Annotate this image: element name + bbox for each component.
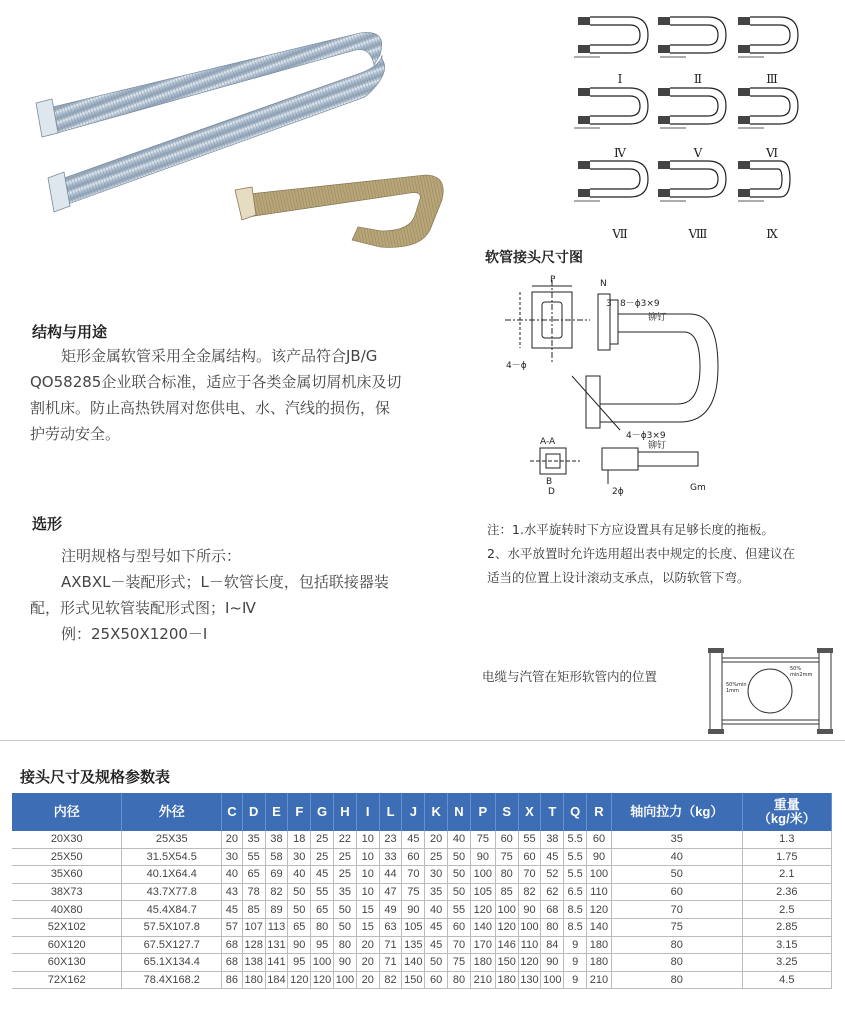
table-cell: 90 [587,848,612,866]
table-cell: 55 [242,848,265,866]
table-cell: 184 [265,971,288,989]
table-cell: 180 [242,971,265,989]
table-cell: 105 [402,918,425,936]
table-cell: 210 [470,971,495,989]
note-line-3: 适当的位置上设计滚动支承点，以防软管下弯。 [487,570,750,585]
table-cell: 25 [425,848,448,866]
table-header-cell: Q [564,793,587,831]
table-cell: 52X102 [12,918,122,936]
section-selection-title: 选形 [32,515,63,533]
table-cell: 105 [470,883,495,901]
table-cell: 45.4X84.7 [122,901,222,919]
table-cell: 35 [242,831,265,848]
table-cell: 60 [402,848,425,866]
label-n: N [600,279,607,289]
table-cell: 40 [425,901,448,919]
table-cell: 140 [402,954,425,972]
selection-line-2: AXBXL－装配形式；L－软管长度，包括联接器装 [61,573,389,591]
table-cell: 71 [379,954,402,972]
table-cell: 110 [518,936,541,954]
table-cell: 120 [495,918,518,936]
table-cell: 100 [518,918,541,936]
table-cell: 15 [356,918,379,936]
table-cell: 68 [541,901,564,919]
table-cell: 84 [541,936,564,954]
label-rivet-top: 铆钉 [648,313,667,323]
table-body [12,831,832,989]
table-cell: 38 [541,831,564,848]
table-cell: 95 [311,936,334,954]
table-cell: 35X60 [12,866,122,884]
form-label-3: Ⅲ [766,72,778,86]
table-cell: 131 [265,936,288,954]
table-cell: 130 [518,971,541,989]
table-cell: 3.25 [742,954,831,972]
table-header-cell: X [518,793,541,831]
form-label-4: Ⅳ [614,146,626,160]
table-cell: 18 [288,831,311,848]
cable-label-a: 50% [790,666,802,672]
figure-caption: 软管接头尺寸图 [485,250,583,266]
table-cell: 2.1 [742,866,831,884]
table-cell: 70 [611,901,742,919]
table-cell: 2.85 [742,918,831,936]
table-cell: 45 [222,901,243,919]
table-cell: 50 [425,954,448,972]
table-header-cell: J [402,793,425,831]
table-cell: 120 [587,901,612,919]
table-cell: 35 [611,831,742,848]
table-cell: 35 [334,883,357,901]
table-header-cell: F [288,793,311,831]
table-cell: 10 [356,866,379,884]
cable-label-b: 50%min [726,682,747,688]
label-b: B [546,477,553,487]
table-cell: 50 [288,901,311,919]
table-header-cell: E [265,793,288,831]
product-photo [30,15,470,250]
form-label-8: Ⅷ [688,227,708,241]
table-cell: 120 [288,971,311,989]
table-cell: 50 [448,883,471,901]
table-cell: 3.15 [742,936,831,954]
table-cell: 55 [448,901,471,919]
table-row [12,954,832,972]
section-structure-body [30,343,450,447]
label-p: P [550,275,556,285]
table-cell: 75 [402,883,425,901]
table-cell: 50 [288,883,311,901]
table-cell: 86 [222,971,243,989]
table-cell: 85 [242,901,265,919]
table-cell: 55 [518,831,541,848]
table-header-cell: C [222,793,243,831]
table-cell: 31.5X54.5 [122,848,222,866]
table-cell: 20 [425,831,448,848]
table-row [12,866,832,884]
table-cell: 9 [564,971,587,989]
table-cell: 25 [311,831,334,848]
table-header-cell: D [242,793,265,831]
table-cell: 210 [587,971,612,989]
note-line-1: 注：1.水平旋转时下方应设置具有足够长度的拖板。 [487,522,774,537]
table-cell: 120 [518,954,541,972]
table-header-cell: 重量 （kg/米） [742,793,831,831]
table-cell: 8.5 [564,918,587,936]
table-cell: 60 [448,918,471,936]
label-3: 3 [606,299,612,309]
table-cell: 80 [448,971,471,989]
table-header-cell: P [470,793,495,831]
table-cell: 38X73 [12,883,122,901]
table-row [12,831,832,848]
table-cell: 60X130 [12,954,122,972]
table-cell: 9 [564,936,587,954]
form-label-9: Ⅸ [766,227,778,241]
table-cell: 2.5 [742,901,831,919]
label-rivet-bottom: 铆钉 [648,441,667,451]
table-cell: 80 [611,954,742,972]
table-cell: 20 [356,971,379,989]
table-cell: 80 [495,866,518,884]
table-cell: 44 [379,866,402,884]
selection-line-3: 配，形式见软管装配形式图；Ⅰ~Ⅳ [30,599,256,617]
table-header-cell: K [425,793,448,831]
table-cell: 4.5 [742,971,831,989]
table-cell: 180 [470,954,495,972]
table-cell: 68 [222,936,243,954]
table-cell: 40 [288,866,311,884]
table-cell: 20 [356,936,379,954]
table-header-cell: L [379,793,402,831]
table-cell: 47 [379,883,402,901]
table-header-cell: R [587,793,612,831]
table-header-cell: 内径 [12,793,122,831]
table-title: 接头尺寸及规格参数表 [20,768,171,786]
table-cell: 110 [587,883,612,901]
table-cell: 52 [541,866,564,884]
table-cell: 80 [611,936,742,954]
table-row [12,936,832,954]
table-cell: 180 [587,936,612,954]
table-cell: 60 [495,831,518,848]
label-4phi: 4－ϕ [506,361,527,371]
label-2phi: 2ϕ [612,487,624,497]
table-cell: 113 [265,918,288,936]
table-header-cell: T [541,793,564,831]
table-cell: 40X80 [12,901,122,919]
table-cell: 9 [564,954,587,972]
table-cell: 45 [311,866,334,884]
section-selection-body [30,543,450,647]
table-cell: 5.5 [564,848,587,866]
table-cell: 60 [611,883,742,901]
table-cell: 38 [265,831,288,848]
table-cell: 72X162 [12,971,122,989]
form-label-5: Ⅴ [693,146,703,160]
table-cell: 75 [611,918,742,936]
table-cell: 138 [242,954,265,972]
table-cell: 23 [379,831,402,848]
table-cell: 100 [311,954,334,972]
table-cell: 141 [265,954,288,972]
table-cell: 170 [470,936,495,954]
table-cell: 120 [470,901,495,919]
table-cell: 20X30 [12,831,122,848]
table-cell: 45 [425,918,448,936]
table-cell: 25 [334,848,357,866]
table-cell: 50 [448,866,471,884]
table-cell: 80 [611,971,742,989]
table-cell: 10 [356,848,379,866]
table-header-cell: I [356,793,379,831]
table-cell: 22 [334,831,357,848]
form-label-1: Ⅰ [617,72,623,86]
table-cell: 120 [311,971,334,989]
table-cell: 25X35 [122,831,222,848]
table-cell: 100 [495,901,518,919]
table-cell: 10 [356,883,379,901]
notes [487,518,837,590]
table-cell: 50 [334,918,357,936]
table-cell: 82 [265,883,288,901]
cable-position-diagram [708,648,833,734]
table-cell: 146 [495,936,518,954]
table-cell: 65.1X134.4 [122,954,222,972]
table-cell: 80 [311,918,334,936]
table-cell: 140 [470,918,495,936]
table-cell: 35 [425,883,448,901]
structure-line-3: 割机床。防止高热铁屑对您供电、水、汽线的损伤，保 [30,399,391,417]
table-cell: 82 [379,971,402,989]
table-cell: 45 [541,848,564,866]
table-cell: 8.5 [564,901,587,919]
table-cell: 82 [518,883,541,901]
table-cell: 49 [379,901,402,919]
table-cell: 80 [334,936,357,954]
note-line-2: 2、水平放置时允许选用超出表中规定的长度、但建议在 [487,546,795,561]
table-cell: 90 [518,901,541,919]
table-cell: 135 [402,936,425,954]
table-cell: 43 [222,883,243,901]
label-d: D [548,487,555,497]
table-cell: 57.5X107.8 [122,918,222,936]
table-cell: 70 [402,866,425,884]
label-aa: A-A [540,437,556,447]
table-cell: 40 [448,831,471,848]
table-header-cell: S [495,793,518,831]
table-cell: 69 [265,866,288,884]
table-cell: 30 [222,848,243,866]
table-header-cell: G [311,793,334,831]
assembly-forms-diagram [560,5,810,245]
table-row [12,901,832,919]
table-cell: 150 [495,954,518,972]
table-cell: 15 [356,901,379,919]
table-cell: 100 [587,866,612,884]
table-cell: 78 [242,883,265,901]
table-cell: 20 [356,954,379,972]
table-cell: 40 [222,866,243,884]
table-cell: 70 [448,936,471,954]
section-structure-title: 结构与用途 [32,323,108,341]
table-row [12,918,832,936]
table-cell: 68 [222,954,243,972]
table-cell: 1.3 [742,831,831,848]
structure-line-4: 护劳动安全。 [30,425,121,443]
form-label-7: Ⅶ [612,227,628,241]
table-row [12,848,832,866]
table-cell: 60 [587,831,612,848]
table-cell: 20 [222,831,243,848]
table-cell: 65 [311,901,334,919]
table-cell: 33 [379,848,402,866]
table-cell: 180 [587,954,612,972]
table-cell: 2.36 [742,883,831,901]
table-cell: 50 [334,901,357,919]
table-cell: 50 [448,848,471,866]
table-cell: 63 [379,918,402,936]
table-cell: 60X120 [12,936,122,954]
cable-position-caption: 电缆与汽管在矩形软管内的位置 [482,669,658,684]
table-header-cell: 外径 [122,793,222,831]
table-header-cell: H [334,793,357,831]
table-cell: 60 [518,848,541,866]
table-cell: 85 [495,883,518,901]
table-row [12,883,832,901]
table-cell: 75 [495,848,518,866]
table-cell: 67.5X127.7 [122,936,222,954]
table-cell: 90 [470,848,495,866]
form-label-6: Ⅵ [765,146,779,160]
table-cell: 89 [265,901,288,919]
selection-line-4: 例：25X50X1200－Ⅰ [61,625,208,643]
table-cell: 78.4X168.2 [122,971,222,989]
table-header-cell: 轴向拉力（kg） [611,793,742,831]
cable-label-a2: min2mm [790,672,813,678]
table-cell: 30 [425,866,448,884]
table-cell: 140 [587,918,612,936]
spec-table [12,793,832,989]
table-cell: 100 [470,866,495,884]
connector-dimension-drawing [490,272,730,502]
table-cell: 55 [311,883,334,901]
table-cell: 58 [265,848,288,866]
table-header-cell: N [448,793,471,831]
section-divider [0,740,845,741]
table-cell: 75 [448,954,471,972]
structure-line-1: 矩形金属软管采用全金属结构。该产品符合JB/G [61,347,378,365]
table-cell: 57 [222,918,243,936]
table-cell: 150 [402,971,425,989]
table-cell: 1.75 [742,848,831,866]
table-cell: 71 [379,936,402,954]
table-cell: 90 [402,901,425,919]
table-cell: 70 [518,866,541,884]
table-cell: 107 [242,918,265,936]
table-cell: 100 [334,971,357,989]
cable-label-b2: 1mm [726,688,739,694]
table-cell: 30 [288,848,311,866]
table-cell: 45 [425,936,448,954]
table-row [12,971,832,989]
table-cell: 128 [242,936,265,954]
table-cell: 5.5 [564,831,587,848]
table-cell: 60 [425,971,448,989]
table-cell: 65 [288,918,311,936]
table-cell: 45 [402,831,425,848]
label-gm: Gm [690,483,706,493]
table-cell: 25X50 [12,848,122,866]
table-cell: 40 [611,848,742,866]
table-cell: 90 [541,954,564,972]
table-cell: 65 [242,866,265,884]
label-bolt-bottom: 4－ϕ3×9 [626,431,666,441]
table-cell: 6.5 [564,883,587,901]
table-cell: 75 [470,831,495,848]
table-cell: 90 [288,936,311,954]
table-cell: 50 [611,866,742,884]
table-cell: 10 [356,831,379,848]
table-cell: 180 [495,971,518,989]
table-cell: 25 [334,866,357,884]
structure-line-2: QO58285企业联合标准，适应于各类金属切屑机床及切 [30,373,402,391]
table-cell: 80 [541,918,564,936]
table-cell: 100 [541,971,564,989]
table-cell: 95 [288,954,311,972]
table-cell: 25 [311,848,334,866]
label-bolt-top: 8－ϕ3×9 [620,299,660,309]
table-cell: 62 [541,883,564,901]
table-cell: 40.1X64.4 [122,866,222,884]
table-cell: 43.7X77.8 [122,883,222,901]
table-cell: 5.5 [564,866,587,884]
table-header-row [12,793,832,831]
selection-line-1: 注明规格与型号如下所示： [61,547,242,565]
form-label-2: Ⅱ [693,72,703,86]
table-cell: 90 [334,954,357,972]
